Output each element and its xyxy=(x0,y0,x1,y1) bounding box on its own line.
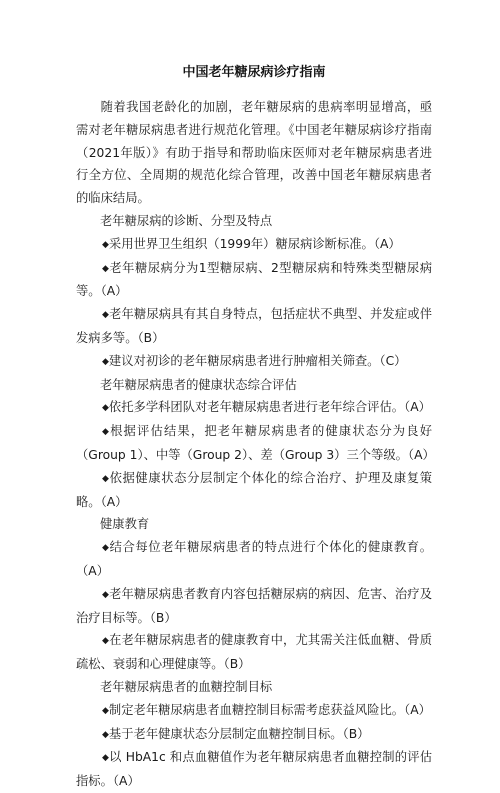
diamond-bullet-icon: ◆ xyxy=(102,310,110,321)
document-title: 中国老年糖尿病诊疗指南 xyxy=(182,65,326,80)
list-item: ◆在老年糖尿病患者的健康教育中，尤其需关注低血糖、骨质疏松、衰弱和心理健康等。（B） xyxy=(76,633,432,672)
list-item: ◆老年糖尿病具有其自身特点，包括症状不典型、并发症或伴发病多等。（B） xyxy=(76,307,432,345)
section-heading: 老年糖尿病的诊断、分型及特点 xyxy=(100,213,273,228)
diamond-bullet-icon: ◆ xyxy=(102,753,110,764)
list-item: ◆根据评估结果，把老年糖尿病患者的健康状态分为良好（Group 1）、中等（Group 2）、差（Group 3）三个等级。（A） xyxy=(76,424,435,462)
diamond-bullet-icon: ◆ xyxy=(102,636,110,647)
diamond-bullet-icon: ◆ xyxy=(102,705,109,716)
section-heading: 健康教育 xyxy=(100,517,150,532)
diamond-bullet-icon: ◆ xyxy=(102,356,109,367)
section-glycemic-targets xyxy=(76,676,432,793)
section-assessment xyxy=(76,374,435,514)
diamond-bullet-icon: ◆ xyxy=(102,729,109,740)
list-item: ◆以 HbA1c 和点血糖值作为老年糖尿病患者血糖控制的评估指标。（A） xyxy=(76,750,433,789)
intro-paragraph: 随着我国老龄化的加剧，老年糖尿病的患病率明显增高，亟需对老年糖尿病患者进行规范化管理。《中国老年糖尿病诊疗指南（2021年版）》有助于指导和帮助临床医师对老年糖尿病患者进行全方位、全周期的规范化综合管理，改善中国老年糖尿病患者的临床结局。 xyxy=(76,100,432,206)
section-education xyxy=(76,513,432,676)
diamond-bullet-icon: ◆ xyxy=(102,427,111,438)
section-diagnosis xyxy=(76,210,432,374)
list-item: ◆老年糖尿病分为1型糖尿病、2型糖尿病和特殊类型糖尿病等。（A） xyxy=(76,260,433,299)
diamond-bullet-icon: ◆ xyxy=(102,263,110,274)
section-heading: 老年糖尿病患者的血糖控制目标 xyxy=(100,679,273,694)
diamond-bullet-icon: ◆ xyxy=(102,239,109,250)
list-item: ◆老年糖尿病患者教育内容包括糖尿病的病因、危害、治疗及治疗目标等。（B） xyxy=(76,586,432,625)
list-item: ◆结合每位老年糖尿病患者的特点进行个体化的健康教育。（A） xyxy=(76,540,433,578)
list-item: ◆基于老年健康状态分层制定血糖控制目标。（B） xyxy=(102,726,370,741)
list-item: ◆建议对初诊的老年糖尿病患者进行肿瘤相关筛查。（C） xyxy=(102,353,407,368)
section-heading: 老年糖尿病患者的健康状态综合评估 xyxy=(100,377,297,392)
list-item: ◆采用世界卫生组织（1999年）糖尿病诊断标准。（A） xyxy=(102,236,401,251)
list-item: ◆依托多学科团队对老年糖尿病患者进行老年综合评估。（A） xyxy=(102,400,431,415)
diamond-bullet-icon: ◆ xyxy=(102,403,109,414)
diamond-bullet-icon: ◆ xyxy=(102,589,110,600)
diamond-bullet-icon: ◆ xyxy=(102,473,110,484)
list-item: ◆制定老年糖尿病患者血糖控制目标需考虑获益风险比。（A） xyxy=(102,702,431,717)
list-item: ◆依据健康状态分层制定个体化的综合治疗、护理及康复策略。（A） xyxy=(76,470,433,509)
diamond-bullet-icon: ◆ xyxy=(102,543,110,554)
